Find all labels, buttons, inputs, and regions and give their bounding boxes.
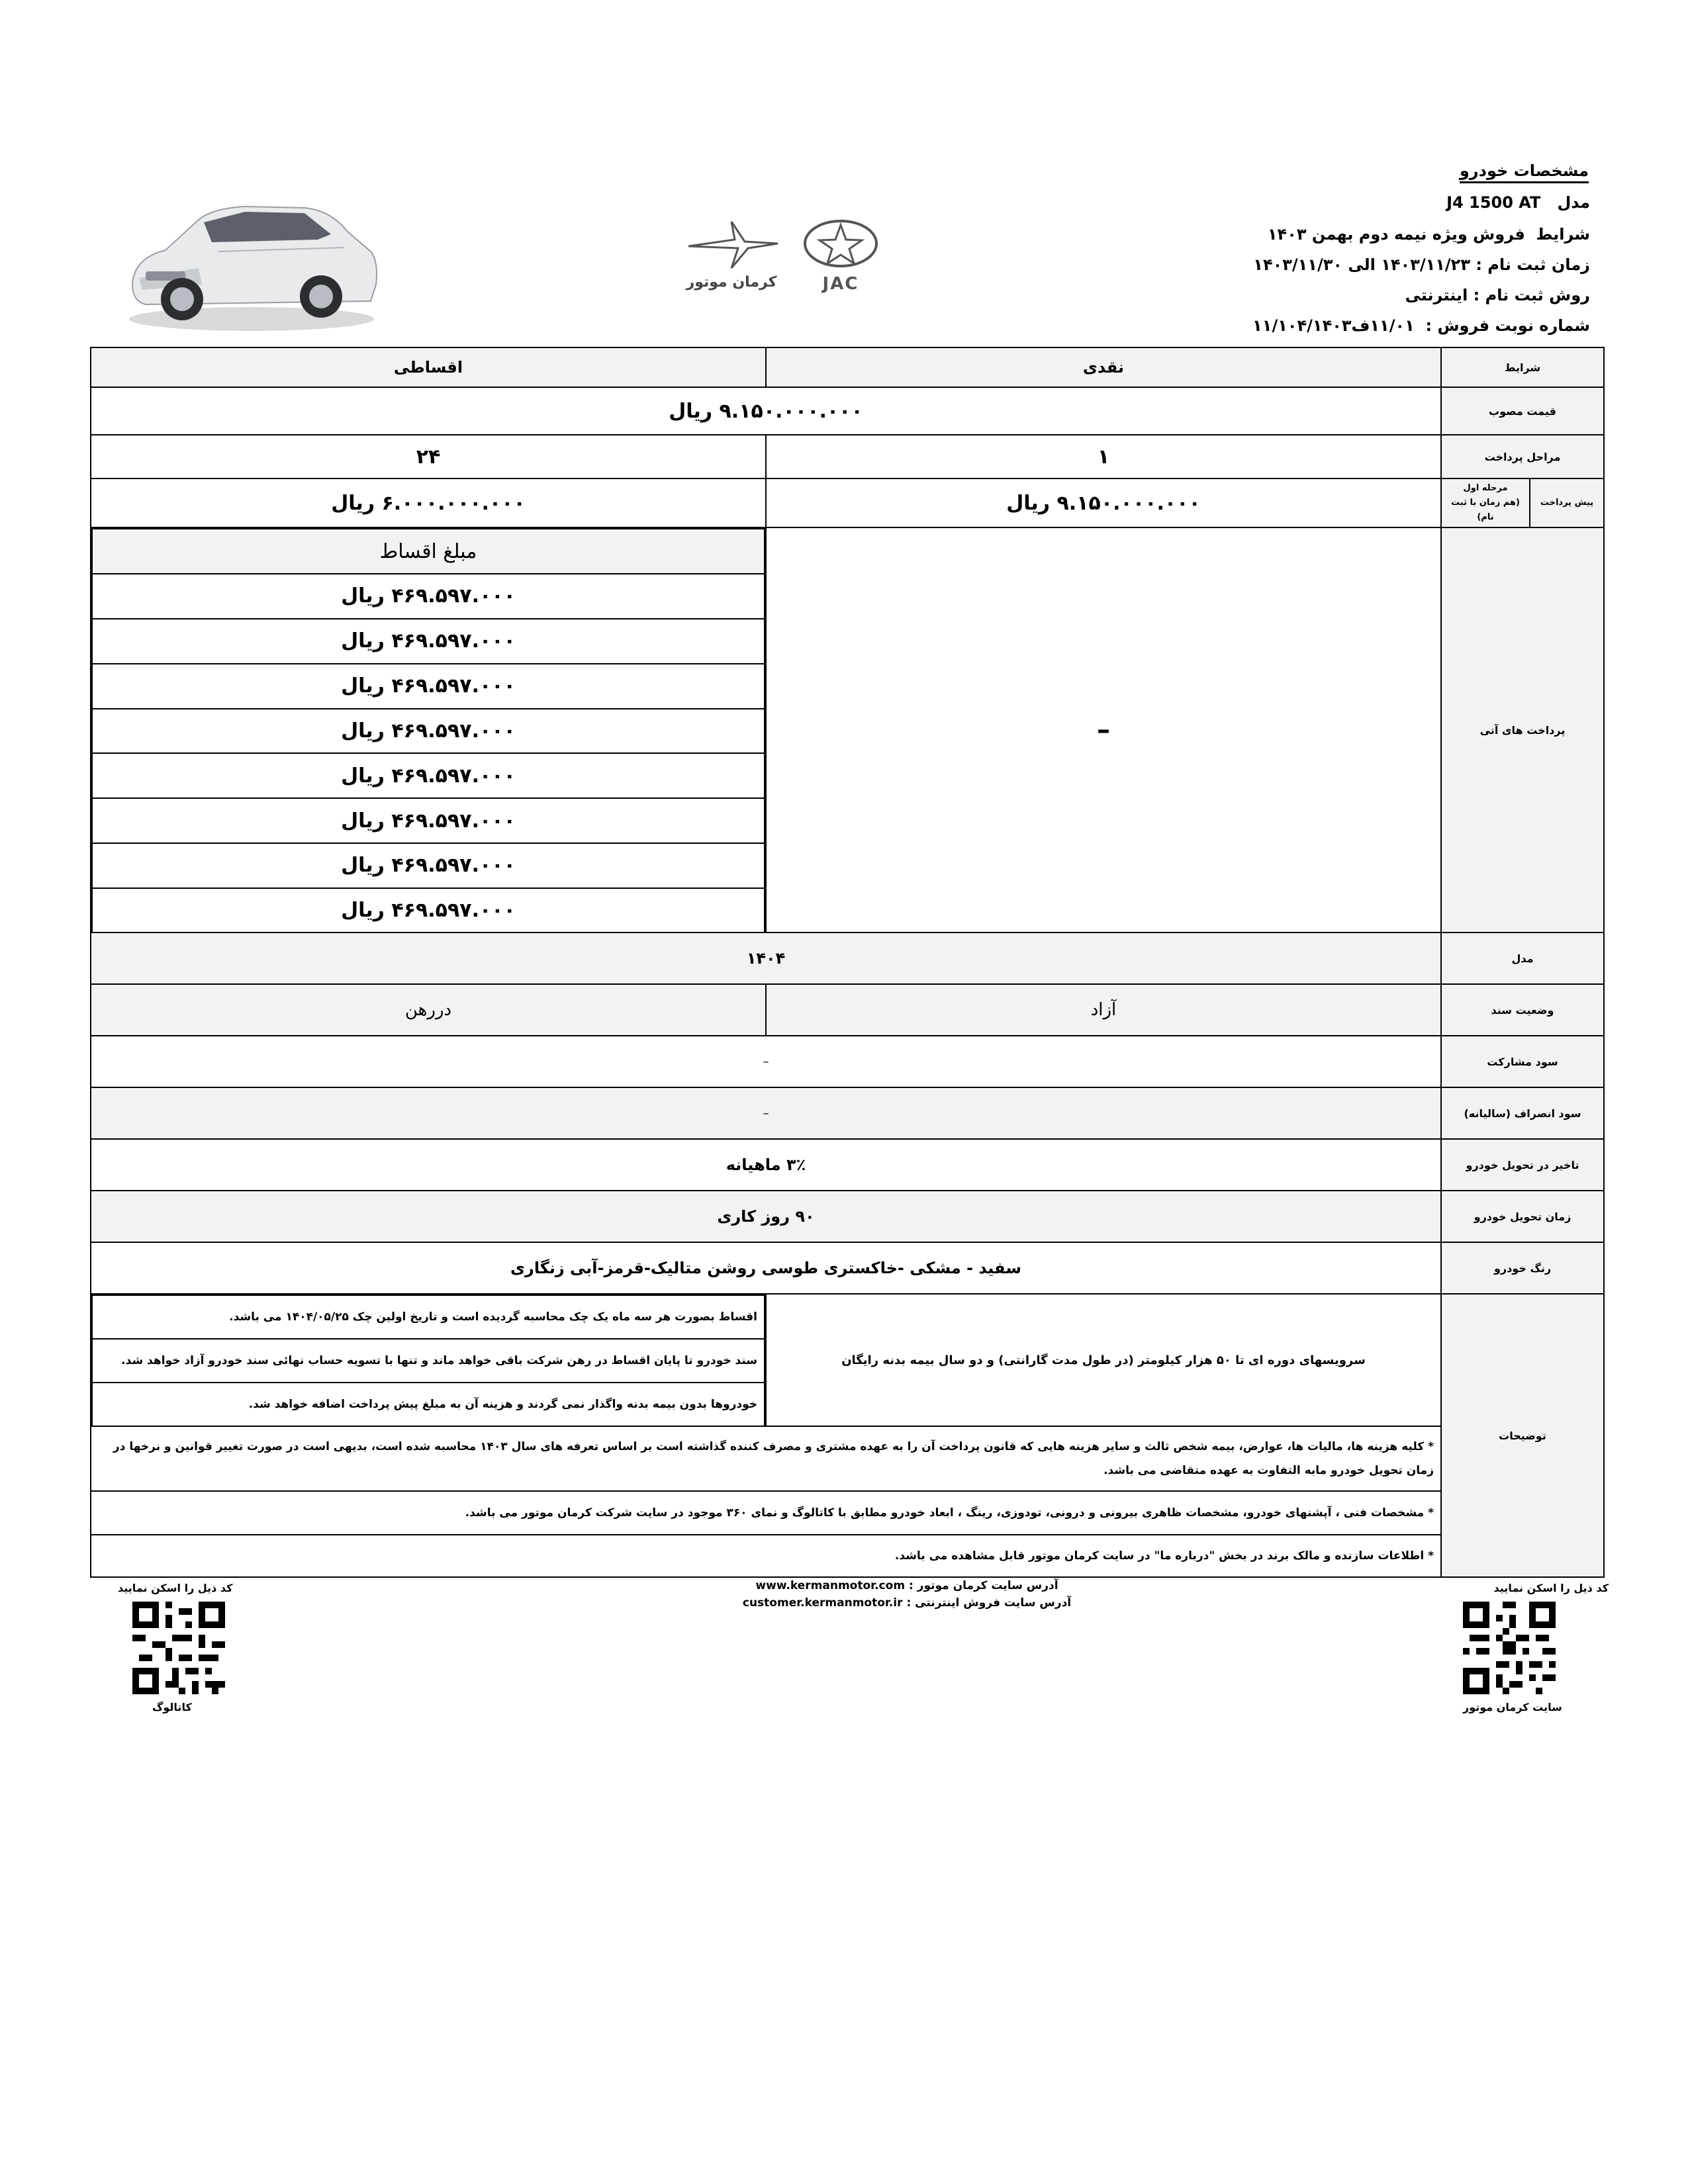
cancellation-value: –: [91, 1087, 1441, 1139]
row-label-notes: توضیحات: [1441, 1294, 1604, 1577]
installment-item: ۴۶۹.۵۹۷.۰۰۰ ریال: [92, 798, 765, 843]
installments-cell: [91, 527, 766, 933]
row-label-color: رنگ خودرو: [1441, 1242, 1604, 1294]
table-header-row: [91, 347, 1604, 387]
sales-address: آدرس سایت فروش اینترنتی : customer.kermanmotor.ir: [742, 1596, 1072, 1610]
row-label-conditions: شرایط: [1441, 347, 1604, 387]
notes-rules-row: [91, 1294, 1604, 1426]
car-image: [119, 179, 384, 338]
installment-note: سند خودرو تا پایان اقساط در رهن شرکت باقی خواهد ماند و تنها با تسویه حساب نهائی سند خودرو آزاد خواهد شد.: [92, 1339, 765, 1383]
delivery-time: ۹۰ روز کاری: [91, 1191, 1441, 1242]
kerman-motor-logo: کرمان موتور: [682, 218, 781, 298]
doc-status-cash: آزاد: [766, 984, 1441, 1036]
sales-conditions-table: [90, 347, 1605, 1578]
jac-logo: JAC: [794, 218, 887, 298]
installment-item: ۴۶۹.۵۹۷.۰۰۰ ریال: [92, 843, 765, 888]
prepay-stage-label: مرحله اول (هم زمان با ثبت نام): [1451, 483, 1520, 522]
sales-link[interactable]: customer.kermanmotor.ir: [742, 1596, 903, 1610]
installment-note: اقساط بصورت هر سه ماه یک چک محاسبه گردیده است و تاریخ اولین چک ۱۴۰۴/۰۵/۲۵ می باشد.: [92, 1295, 765, 1339]
catalog-qr-code[interactable]: [132, 1602, 225, 1694]
scan-hint-left: کد ذیل را اسکن نمایید: [118, 1582, 233, 1594]
installment-item: ۴۶۹.۵۹۷.۰۰۰ ریال: [92, 753, 765, 798]
cancellation-row: [91, 1087, 1604, 1139]
installment-note: خودروها بدون بیمه بدنه واگذار نمی گردند و هزینه آن به مبلغ پیش پرداخت اضافه خواهد شد.: [92, 1383, 765, 1426]
catalog-caption: کاتالوگ: [152, 1701, 192, 1713]
header-model: مدل J4 1500 AT: [1446, 193, 1590, 212]
general-note-row: [91, 1491, 1604, 1535]
partnership-value: –: [91, 1036, 1441, 1087]
service-note: سرویسهای دوره ای تا ۵۰ هزار کیلومتر (در طول مدت گارانتی) و دو سال بیمه بدنه رایگان: [766, 1294, 1441, 1426]
model-year: ۱۴۰۴: [91, 933, 1441, 984]
cash-prepayment: ۹.۱۵۰.۰۰۰.۰۰۰ ریال: [766, 478, 1441, 527]
installment-stages: ۲۴: [91, 435, 766, 478]
installment-item: ۴۶۹.۵۹۷.۰۰۰ ریال: [92, 664, 765, 709]
installment-item: ۴۶۹.۵۹۷.۰۰۰ ریال: [92, 619, 765, 664]
cash-stages: ۱: [766, 435, 1441, 478]
installments-list: [91, 528, 765, 932]
installment-header: اقساطی: [91, 347, 766, 387]
model-year-row: [91, 933, 1604, 984]
stages-row: [91, 435, 1604, 478]
header-conditions: شرایط فروش ویژه نیمه دوم بهمن ۱۴۰۳: [1267, 225, 1590, 244]
row-label-stages: مراحل پرداخت: [1441, 435, 1604, 478]
installments-header: مبلغ اقساط: [92, 529, 765, 574]
doc-status-installment: دررهن: [91, 984, 766, 1036]
color-row: [91, 1242, 1604, 1294]
header-title: مشخصات خودرو: [1460, 161, 1589, 180]
row-label-partnership: سود مشارکت: [1441, 1036, 1604, 1087]
price-row: [91, 387, 1604, 435]
general-note: * اطلاعات سازنده و مالک برند در بخش "درباره ما" در سایت کرمان موتور قابل مشاهده می باشد.: [91, 1535, 1441, 1577]
delivery-row: [91, 1191, 1604, 1242]
row-label-prepay: [1441, 478, 1604, 527]
row-label-model: مدل: [1441, 933, 1604, 984]
scan-hint-right: کد ذیل را اسکن نمایید: [1493, 1582, 1609, 1594]
row-label-doc-status: وضعیت سند: [1441, 984, 1604, 1036]
general-note: * مشخصات فنی ، آپشنهای خودرو، مشخصات ظاهری بیرونی و درونی، تودوزی، رینگ ، ابعاد خودرو مطابق با کاتالوگ و نمای ۳۶۰ موجود در سایت شرکت کرمان موتور می باشد.: [91, 1491, 1441, 1535]
future-payments-row: [91, 527, 1604, 933]
cash-future-payments: –: [766, 527, 1441, 933]
site-qr-code[interactable]: [1463, 1602, 1556, 1694]
footer-links: [662, 1579, 1152, 1610]
row-label-delivery: زمان تحویل خودرو: [1441, 1191, 1604, 1242]
prepayment-row: [91, 478, 1604, 527]
row-label-future: پرداخت های آتی: [1441, 527, 1604, 933]
site-caption: سایت کرمان موتور: [1463, 1701, 1562, 1713]
approved-price: ۹.۱۵۰.۰۰۰.۰۰۰ ریال: [91, 387, 1441, 435]
installment-prepayment: ۶.۰۰۰.۰۰۰.۰۰۰ ریال: [91, 478, 766, 527]
installment-notes: [91, 1294, 766, 1426]
site-address: آدرس سایت کرمان موتور : www.kermanmotor.com: [755, 1579, 1058, 1592]
doc-status-row: [91, 984, 1604, 1036]
general-note: * کلیه هزینه ها، مالیات ها، عوارض، بیمه شخص ثالث و سایر هزینه هایی که قانون پرداخت آن را به عهده مشتری و مصرف کننده گذاشته است بر اساس تعرفه های سال ۱۴۰۳ محاسبه شده است، بدیهی است در صورت تغییر قوانین و نرخها در زمان تحویل خودرو مابه التفاوت به عهده متقاضی می باشد.: [91, 1426, 1441, 1491]
general-note-row: [91, 1535, 1604, 1577]
installment-item: ۴۶۹.۵۹۷.۰۰۰ ریال: [92, 574, 765, 619]
general-note-row: [91, 1426, 1604, 1491]
row-label-delay: تاخیر در تحویل خودرو: [1441, 1139, 1604, 1191]
car-colors: سفید - مشکی -خاکستری طوسی روشن متالیک-قرمز-آبی زنگاری: [91, 1242, 1441, 1294]
row-label-cancel: سود انصراف (سالیانه): [1441, 1087, 1604, 1139]
header-registration-method: روش ثبت نام : اینترنتی: [1405, 286, 1590, 304]
site-link[interactable]: www.kermanmotor.com: [755, 1579, 906, 1592]
installment-item: ۴۶۹.۵۹۷.۰۰۰ ریال: [92, 888, 765, 932]
delay-penalty: ۳٪ ماهیانه: [91, 1139, 1441, 1191]
partnership-row: [91, 1036, 1604, 1087]
prepay-label: پیش پرداخت: [1530, 479, 1603, 527]
cash-header: نقدی: [766, 347, 1441, 387]
row-label-price: قیمت مصوب: [1441, 387, 1604, 435]
delay-row: [91, 1139, 1604, 1191]
header-sale-turn: شماره نوبت فروش : ۱۱/۰۱ف۱۱/۱۰۴/۱۴۰۳: [1252, 316, 1590, 335]
header-registration-time: زمان ثبت نام : ۱۴۰۳/۱۱/۲۳ الی ۱۴۰۳/۱۱/۳۰: [1253, 255, 1590, 274]
installment-item: ۴۶۹.۵۹۷.۰۰۰ ریال: [92, 709, 765, 754]
